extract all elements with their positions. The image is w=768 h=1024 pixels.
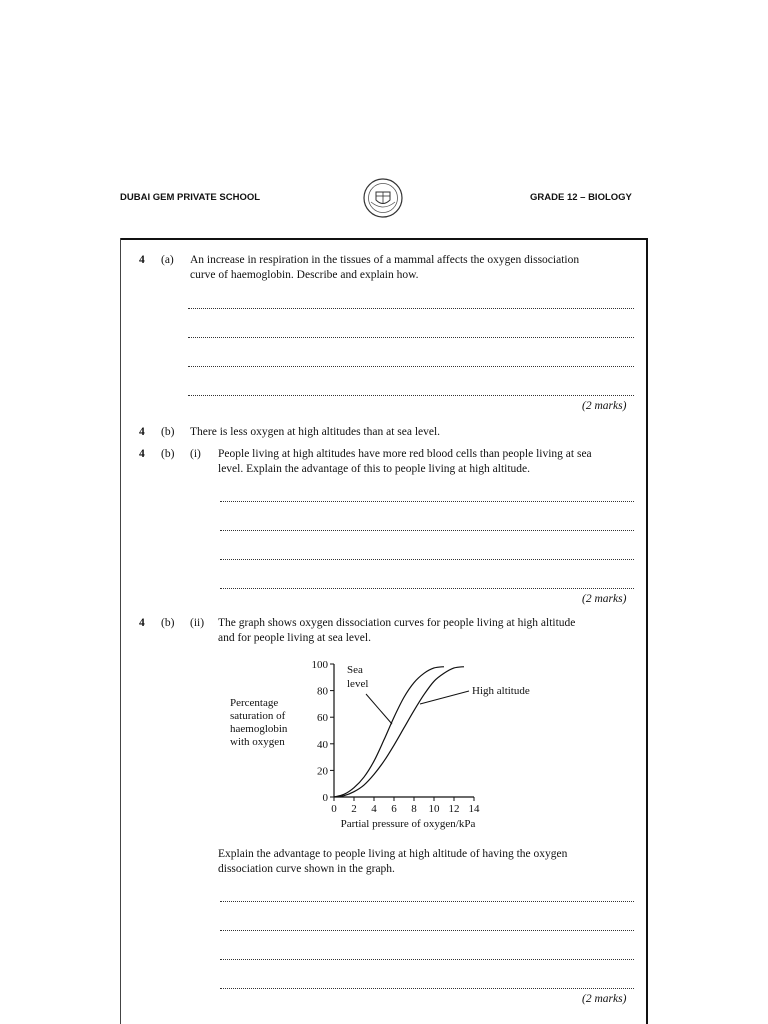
q4a-number: 4 [139, 254, 145, 266]
chart-label-sea-line1: Sea [347, 664, 363, 676]
school-name: DUBAI GEM PRIVATE SCHOOL [120, 192, 261, 203]
chart-xtick-label: 2 [351, 803, 357, 815]
q4bii-explain-line1: Explain the advantage to people living at high altitude of having the oxygen [218, 848, 568, 860]
chart-ytick-label: 60 [317, 712, 328, 725]
question-box-top-border [120, 238, 648, 240]
chart-ylabel-line2: saturation of [230, 710, 286, 722]
chart-ylabel-line4: with oxygen [230, 736, 285, 748]
q4bi-answer-line-3[interactable] [220, 559, 634, 560]
chart-label-sea-line2: level [347, 678, 369, 690]
chart-xlabel: Partial pressure of oxygen/kPa [340, 818, 476, 830]
chart-xtick-label: 6 [391, 803, 397, 815]
chart-ylabel-line3: haemoglobin [230, 723, 288, 735]
chart-xtick-label: 14 [468, 803, 480, 815]
q4bii-answer-line-1[interactable] [220, 901, 634, 902]
question-box-right-border [646, 238, 648, 1024]
q4a-part: (a) [161, 254, 174, 266]
q4bii-answer-line-2[interactable] [220, 930, 634, 931]
q4bii-marks: (2 marks) [582, 993, 627, 1005]
oxygen-dissociation-chart [226, 656, 556, 836]
q4bii-explain-line2: dissociation curve shown in the graph. [218, 863, 395, 875]
chart-xtick-label: 12 [448, 803, 460, 815]
q4bii-number: 4 [139, 617, 145, 629]
chart-ytick-label: 0 [322, 792, 328, 804]
chart-ytick-label: 20 [317, 765, 328, 778]
question-box-left-border [120, 238, 121, 1024]
q4bii-text-line1: The graph shows oxygen dissociation curves for people living at high altitude [218, 617, 576, 629]
q4a-text-line2: curve of haemoglobin. Describe and explain how. [190, 269, 419, 281]
chart-xtick-label: 10 [428, 803, 440, 815]
q4bi-answer-line-1[interactable] [220, 501, 634, 502]
q4bii-sub: (ii) [190, 617, 205, 629]
q4bii-answer-line-4[interactable] [220, 988, 634, 989]
q4bi-text-line1: People living at high altitudes have more red blood cells than people living at sea [218, 448, 592, 460]
q4bi-answer-line-2[interactable] [220, 530, 634, 531]
chart-pointer-sea-level [366, 694, 392, 724]
q4b-part: (b) [161, 426, 175, 438]
q4a-text-line1: An increase in respiration in the tissues of a mammal affects the oxygen dissociation [190, 254, 580, 266]
chart-label-high-altitude: High altitude [472, 685, 530, 697]
grade-label: GRADE 12 – BIOLOGY [530, 192, 632, 203]
school-crest-icon [362, 178, 404, 218]
q4a-answer-line-4[interactable] [188, 395, 634, 396]
q4bi-answer-line-4[interactable] [220, 588, 634, 589]
chart-ytick-label: 100 [311, 659, 328, 671]
chart-ytick-label: 80 [317, 685, 328, 698]
q4b-number: 4 [139, 426, 145, 438]
chart-xtick-label: 0 [331, 803, 337, 815]
q4bi-marks: (2 marks) [582, 593, 627, 605]
q4bi-text-line2: level. Explain the advantage of this to people living at high altitude. [218, 463, 531, 475]
chart-xtick-label: 4 [371, 803, 377, 815]
q4bii-text-line2: and for people living at sea level. [218, 632, 371, 644]
chart-pointer-high-altitude [420, 691, 469, 704]
q4bii-part: (b) [161, 617, 175, 629]
chart-ytick-label: 40 [317, 738, 328, 751]
q4b-text: There is less oxygen at high altitudes than at sea level. [190, 426, 441, 438]
q4bii-answer-line-3[interactable] [220, 959, 634, 960]
q4a-answer-line-3[interactable] [188, 366, 634, 367]
chart-xtick-label: 8 [411, 803, 417, 815]
chart-ylabel-line1: Percentage [230, 697, 279, 709]
q4a-answer-line-2[interactable] [188, 337, 634, 338]
q4bi-part: (b) [161, 448, 175, 460]
q4bi-sub: (i) [190, 448, 201, 460]
q4a-answer-line-1[interactable] [188, 308, 634, 309]
q4a-marks: (2 marks) [582, 400, 627, 412]
q4bi-number: 4 [139, 448, 145, 460]
